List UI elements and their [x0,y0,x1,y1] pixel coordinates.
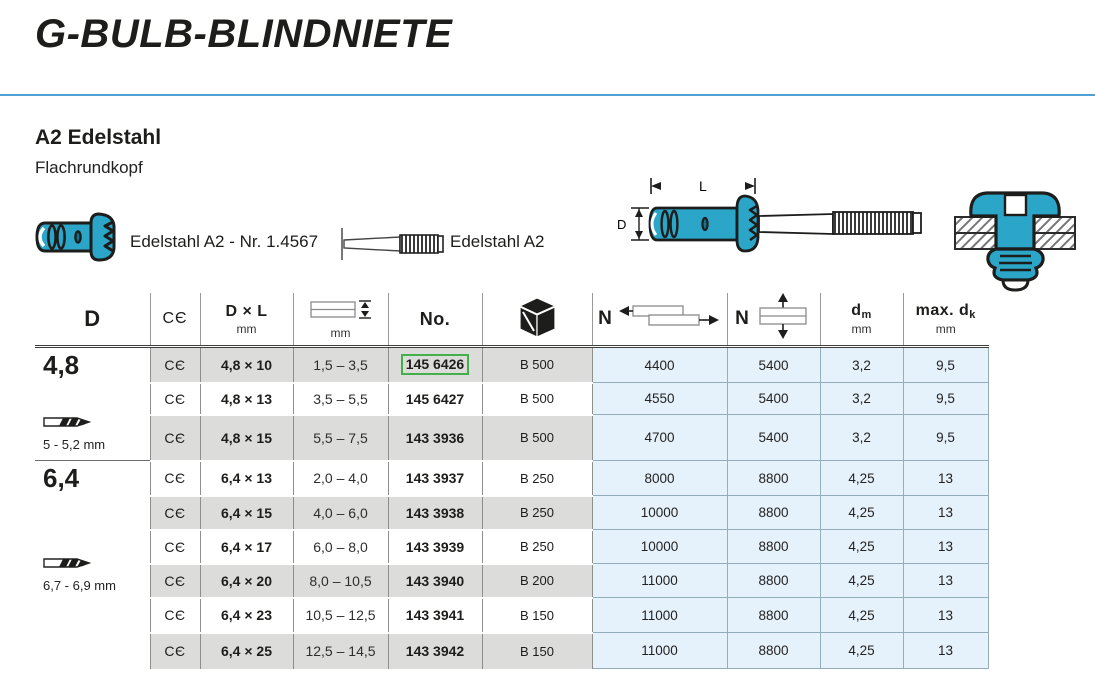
mandrel-material-label: Edelstahl A2 [450,232,545,251]
cell-dxl: 4,8 × 15 [200,415,293,461]
table-row [35,461,988,496]
table-row [35,415,988,461]
grip-range-icon [309,298,373,325]
cell-shear: 4700 [592,415,727,461]
cell-pack: B 250 [482,461,592,496]
table-row [35,598,988,633]
cell-grip: 10,5 – 12,5 [293,598,388,633]
col-header-package [482,293,592,347]
cell-no: 143 3939 [388,530,482,564]
cell-dm: 3,2 [820,415,903,461]
highlighted-part-number[interactable]: 145 6426 [401,354,469,375]
cell-dxl: 6,4 × 17 [200,530,293,564]
cell-tensile: 5400 [727,383,820,415]
cell-no: 143 3936 [388,415,482,461]
cell-shear: 11000 [592,564,727,598]
cell-pack: B 200 [482,564,592,598]
cell-pack: B 500 [482,383,592,415]
cell-shear: 4400 [592,347,727,383]
cell-dk: 9,5 [903,347,988,383]
col-header-ce [150,293,200,347]
cell-ce: CЄ [150,347,200,383]
col-header-no: No. [388,293,482,347]
installed-rivet-icon [953,186,1077,301]
cell-ce: CЄ [150,415,200,461]
page-title: G-BULB-BLINDNIETE [35,12,453,56]
cell-grip: 1,5 – 3,5 [293,347,388,383]
cell-no [388,347,482,383]
drill-size-label: 6,7 - 6,9 mm [43,578,116,594]
cell-pack: B 150 [482,598,592,633]
col-header-dm: $d_m$ mm [820,293,903,347]
cell-ce: CЄ [150,496,200,530]
cell-dm: 4,25 [820,598,903,633]
cell-tensile: 8800 [727,530,820,564]
length-dim-label: L [699,178,707,194]
cell-dk: 9,5 [903,415,988,461]
ce-mark: CЄ [162,310,188,327]
cell-no: 143 3941 [388,598,482,633]
diameter-group-4-8 [35,347,150,461]
cell-shear: 4550 [592,383,727,415]
shear-load-icon [617,301,721,337]
cell-dm: 4,25 [820,530,903,564]
drill-size-block [43,415,105,452]
cell-pack: B 150 [482,633,592,669]
col-header-max-dk: max. $d_k$ mm [903,293,988,347]
cell-dxl: 4,8 × 10 [200,347,293,383]
col-header-tensile-load: N [727,293,820,347]
cell-shear: 11000 [592,633,727,669]
cell-grip: 2,0 – 4,0 [293,461,388,496]
cell-dxl: 6,4 × 13 [200,461,293,496]
cell-dk: 13 [903,564,988,598]
group-diameter-label: 4,8 [43,350,80,380]
cell-pack: B 500 [482,347,592,383]
cell-tensile: 8800 [727,564,820,598]
section-subheading: Flachrundkopf [35,158,143,177]
cell-grip: 4,0 – 6,0 [293,496,388,530]
cell-shear: 11000 [592,598,727,633]
col-header-dxl: D × L mm [200,293,293,347]
cell-tensile: 8800 [727,598,820,633]
package-icon [514,326,560,343]
cell-dk: 9,5 [903,383,988,415]
drill-size-block [43,556,116,593]
cell-dm: 4,25 [820,564,903,598]
table-row [35,347,988,383]
group-diameter-label: 6,4 [43,463,80,493]
cell-shear: 10000 [592,496,727,530]
cell-dxl: 6,4 × 25 [200,633,293,669]
cell-no: 143 3942 [388,633,482,669]
rivet-dimension-diagram [605,176,935,295]
cell-no: 145 6427 [388,383,482,415]
cell-dk: 13 [903,633,988,669]
table-row [35,530,988,564]
body-material-label: Edelstahl A2 - Nr. 1.4567 [130,232,319,251]
cell-ce: CЄ [150,633,200,669]
cell-grip: 6,0 – 8,0 [293,530,388,564]
tensile-load-icon [754,293,812,345]
cell-no: 143 3940 [388,564,482,598]
col-header-grip-range: mm [293,293,388,347]
table-row [35,496,988,530]
cell-shear: 8000 [592,461,727,496]
diameter-group-6-4 [35,461,150,669]
cell-dxl: 6,4 × 15 [200,496,293,530]
cell-ce: CЄ [150,564,200,598]
cell-pack: B 250 [482,530,592,564]
cell-dm: 4,25 [820,461,903,496]
cell-ce: CЄ [150,461,200,496]
cell-pack: B 500 [482,415,592,461]
cell-dm: 4,25 [820,496,903,530]
cell-grip: 3,5 – 5,5 [293,383,388,415]
cell-grip: 5,5 – 7,5 [293,415,388,461]
cell-tensile: 8800 [727,633,820,669]
section-heading: A2 Edelstahl [35,126,162,149]
cell-dm: 3,2 [820,383,903,415]
cell-ce: CЄ [150,598,200,633]
table-row [35,564,988,598]
cell-pack: B 250 [482,496,592,530]
cell-no: 143 3937 [388,461,482,496]
accent-divider [0,94,1095,96]
cell-tensile: 8800 [727,461,820,496]
cell-dm: 3,2 [820,347,903,383]
col-header-diameter: D [35,293,150,347]
spec-table [35,293,989,669]
cell-tensile: 5400 [727,347,820,383]
diameter-dim-label: D [617,217,627,232]
cell-dk: 13 [903,496,988,530]
cell-shear: 10000 [592,530,727,564]
cell-no: 143 3938 [388,496,482,530]
cell-grip: 8,0 – 10,5 [293,564,388,598]
cell-dm: 4,25 [820,633,903,669]
table-row [35,383,988,415]
cell-grip: 12,5 – 14,5 [293,633,388,669]
cell-dxl: 6,4 × 20 [200,564,293,598]
cell-dk: 13 [903,461,988,496]
drill-bit-icon [43,415,91,432]
drill-size-label: 5 - 5,2 mm [43,437,106,452]
cell-dxl: 4,8 × 13 [200,383,293,415]
cell-dk: 13 [903,598,988,633]
table-header-row [35,293,988,347]
cell-dxl: 6,4 × 23 [200,598,293,633]
table-row [35,633,988,669]
cell-ce: CЄ [150,383,200,415]
cell-tensile: 5400 [727,415,820,461]
drill-bit-icon [43,556,91,573]
mandrel-icon [340,226,446,267]
rivet-body-icon [33,210,125,269]
cell-dk: 13 [903,530,988,564]
cell-ce: CЄ [150,530,200,564]
col-header-shear-load: N [592,293,727,347]
cell-tensile: 8800 [727,496,820,530]
